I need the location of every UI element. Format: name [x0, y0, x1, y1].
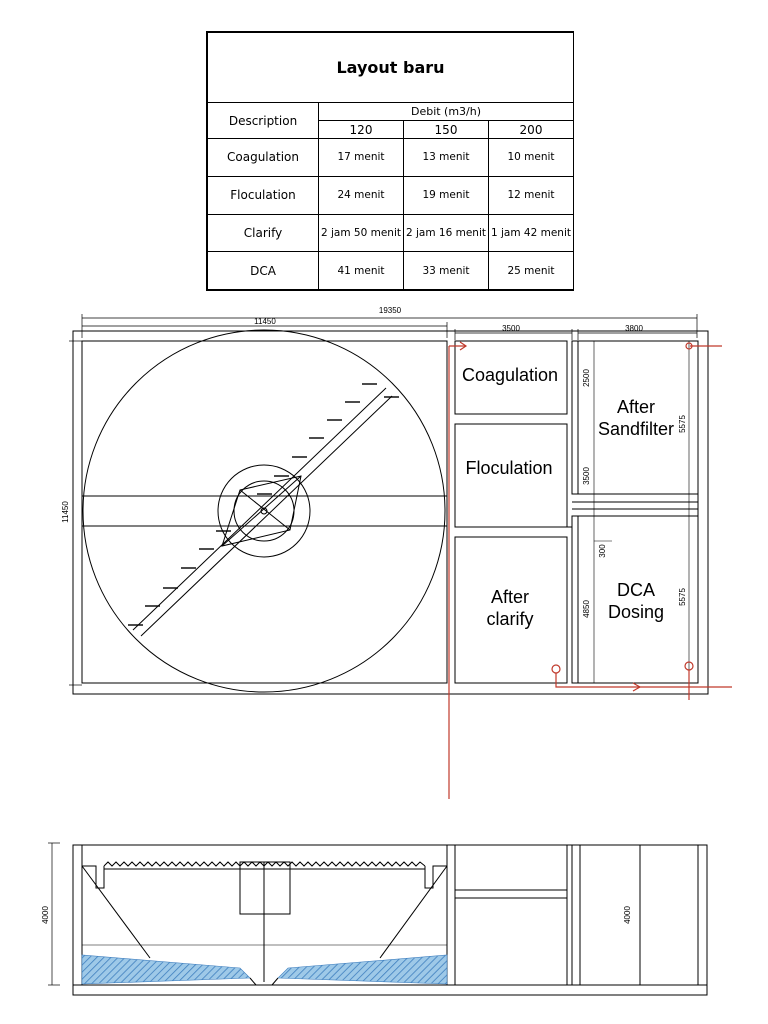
dim-height: 11450	[61, 501, 70, 523]
table-cell: 17 menit	[319, 139, 404, 177]
row-label: Floculation	[208, 176, 319, 214]
dim-clarifier-width: 11450	[254, 317, 276, 326]
table-cell: 10 menit	[489, 139, 574, 177]
top-dimension-lines	[82, 314, 697, 340]
section-labels	[41, 906, 632, 924]
label-after-clarify-2: clarify	[486, 609, 534, 629]
dim-dca-dosing-height: 5575	[678, 588, 687, 606]
label-dca-2: Dosing	[607, 602, 665, 622]
dim-after-sand-height: 5575	[678, 415, 687, 433]
label-dca-1: DCA	[616, 580, 656, 600]
table-cell: 41 menit	[319, 252, 404, 290]
sludge-right	[278, 955, 447, 984]
label-floculation: Floculation	[465, 458, 553, 478]
debit-200: 200	[489, 121, 574, 139]
table-cell: 25 menit	[489, 252, 574, 290]
clarifier-circle	[83, 330, 445, 692]
sludge-left	[82, 955, 250, 984]
dim-3500: 3500	[502, 324, 520, 333]
table-cell: 12 menit	[489, 176, 574, 214]
dim-total-width: 19350	[378, 306, 402, 315]
table-cell: 1 jam 42 menit	[489, 214, 574, 252]
table-cell: 2 jam 16 menit	[404, 214, 489, 252]
section-view	[48, 843, 707, 995]
table-cell: 24 menit	[319, 176, 404, 214]
row-label: Clarify	[208, 214, 319, 252]
dim-gap-300: 300	[598, 544, 607, 558]
left-dimension-line	[69, 341, 82, 685]
debit-header: Debit (m3/h)	[319, 103, 574, 121]
center-well	[240, 862, 290, 914]
pump-circle	[552, 665, 560, 673]
dim-left-depth: 4000	[41, 906, 50, 924]
label-after-sand-1: After	[616, 397, 656, 417]
dim-dca-height: 4850	[582, 600, 591, 618]
dim-floc-height: 3500	[582, 467, 591, 485]
description-header: Description	[208, 103, 319, 139]
plan-view	[69, 314, 708, 694]
dim-coag-height: 2500	[582, 369, 591, 387]
label-after-sand-2: Sandfilter	[597, 419, 675, 439]
dim-right-depth: 4000	[623, 906, 632, 924]
piping	[449, 342, 732, 799]
plan-labels	[61, 306, 687, 629]
outlet-pipe	[556, 673, 732, 687]
row-label: Coagulation	[208, 139, 319, 177]
dim-3800: 3800	[625, 324, 643, 333]
outer-wall	[73, 331, 708, 694]
row-label: DCA	[208, 252, 319, 290]
table-cell: 19 menit	[404, 176, 489, 214]
table-title: Layout baru	[208, 33, 574, 103]
table-cell: 2 jam 50 menit	[319, 214, 404, 252]
clarifier-tank	[82, 341, 447, 683]
scraper-bridge	[128, 384, 399, 636]
table-cell: 33 menit	[404, 252, 489, 290]
debit-150: 150	[404, 121, 489, 139]
label-after-clarify-1: After	[490, 587, 530, 607]
table-cell: 13 menit	[404, 139, 489, 177]
label-coagulation: Coagulation	[461, 365, 559, 385]
debit-120: 120	[319, 121, 404, 139]
